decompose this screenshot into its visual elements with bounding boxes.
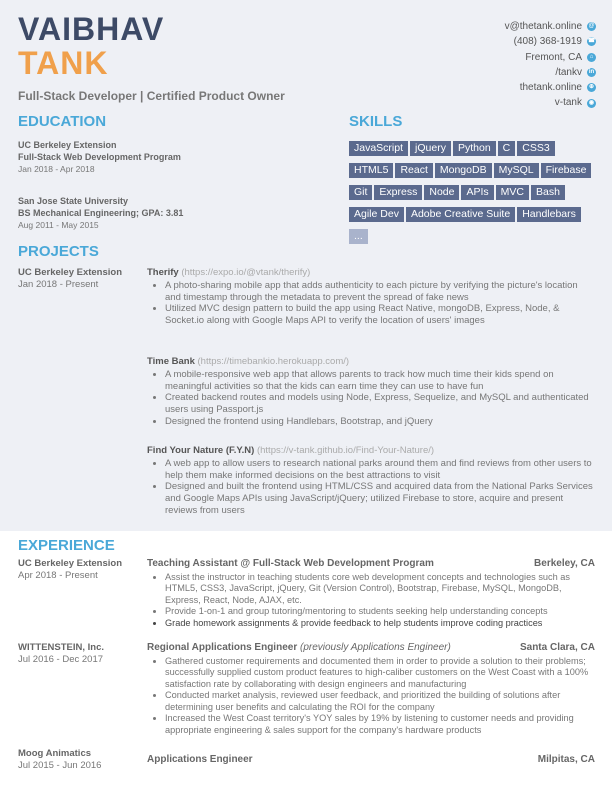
phone-icon: ☎ xyxy=(587,38,596,45)
bullet-item: • Created backend routes and models using Node, Express, Sequelize, and MySQL and authenticated users using Passport.js xyxy=(165,392,593,416)
first-name: VAIBHAV xyxy=(18,11,165,47)
contact-phone-text: (408) 368-1919 xyxy=(513,36,582,48)
job-org: UC Berkeley Extension xyxy=(18,558,123,569)
skill-tag: CSS3 xyxy=(517,141,554,156)
skill-tag: HTML5 xyxy=(349,163,393,178)
job-org: Moog Animatics xyxy=(18,748,92,759)
job-location: Berkeley, CA xyxy=(534,558,595,569)
education-dates: Jan 2018 - Apr 2018 xyxy=(18,164,95,174)
skill-tag: jQuery xyxy=(410,141,451,156)
contact-location-text: Fremont, CA xyxy=(525,51,582,63)
skill-tag: JavaScript xyxy=(349,141,408,156)
skill-tag: C xyxy=(498,141,516,156)
projects-org: UC Berkeley Extension xyxy=(18,267,123,278)
globe-icon: ⊕ xyxy=(588,84,595,91)
bullet-item: • Assist the instructor in teaching students core web development concepts and technologies such as HTML5, CSS3, JavaScript, jQuery, Git (Version Control), Bootstrap, Firebase, MySQL, MongoDB, Express, React, Node, AJAX, etc. xyxy=(165,572,595,607)
education-school: UC Berkeley Extension xyxy=(18,140,117,150)
skill-tag: MVC xyxy=(496,185,529,200)
skill-tag: Git xyxy=(349,185,372,200)
subtitle: Full-Stack Developer | Certified Product Owner xyxy=(18,89,285,103)
skill-tag: Firebase xyxy=(541,163,592,178)
education-entry xyxy=(18,139,181,175)
skill-tag: MySQL xyxy=(494,163,539,178)
education-program: BS Mechanical Engineering; GPA: 3.81 xyxy=(18,208,184,218)
job-dates: Apr 2018 - Present xyxy=(18,570,98,581)
bullet-item: • Designed and built the frontend using HTML/CSS and acquired data from the National Parks Services and Google Maps APIs using JavaScript/jQuery; utilized Firebase to store, acquire and present reviews from users xyxy=(165,481,593,516)
bullet-item: • A web app to allow users to research national parks around them and find reviews from other users to help them make informed decisions on the best attractions to visit xyxy=(165,458,593,482)
projects-heading: PROJECTS xyxy=(18,243,99,260)
bullet-item: • Utilized MVC design pattern to build the app using React Native, mongoDB, Express, Node, & Socket.io along with Google Maps API to verify the location of users' images xyxy=(165,303,593,327)
skill-tag: React xyxy=(395,163,432,178)
skills-list xyxy=(349,138,599,248)
skill-tag: Handlebars xyxy=(517,207,581,222)
project-title: Time Bank (https://timebankio.herokuapp.com/) xyxy=(147,356,350,367)
job-title: Applications Engineer xyxy=(147,754,253,765)
contact-website-text: thetank.online xyxy=(519,82,582,94)
contact-email[interactable] xyxy=(505,19,596,34)
bullet-item: • A photo-sharing mobile app that adds authenticity to each picture by verifying the picture's location and timestamp through the metadata to prevent the spread of fake news xyxy=(165,280,593,304)
job-item xyxy=(147,754,595,768)
contact-github-text: v-tank xyxy=(554,97,582,109)
email-icon: @ xyxy=(588,23,595,30)
project-link[interactable]: (https://v-tank.github.io/Find-Your-Nature/) xyxy=(256,445,435,456)
contact-linkedin-text: /tankv xyxy=(555,66,582,78)
project-link[interactable]: (https://timebankio.herokuapp.com/) xyxy=(197,356,350,367)
job-header xyxy=(147,754,595,766)
job-org-block xyxy=(18,748,101,772)
location-icon: ⌂ xyxy=(587,53,596,62)
skills-heading: SKILLS xyxy=(349,113,403,130)
contact-github[interactable] xyxy=(505,95,596,110)
contact-website[interactable] xyxy=(505,80,596,95)
projects-org-block xyxy=(18,267,122,291)
bullet-item: • Grade homework assignments & provide feedback to help students improve coding practices xyxy=(165,618,595,630)
last-name: TANK xyxy=(18,45,109,81)
contact-location xyxy=(505,50,596,65)
job-title-note: (previously Applications Engineer) xyxy=(299,642,451,653)
job-dates: Jul 2015 - Jun 2016 xyxy=(18,760,102,771)
job-header xyxy=(147,642,595,654)
education-school: San Jose State University xyxy=(18,196,129,206)
contact-linkedin[interactable] xyxy=(505,65,596,80)
bullet-item: • Designed the frontend using Handlebars, Bootstrap, and jQuery xyxy=(165,416,593,428)
skill-tag: Python xyxy=(453,141,496,156)
bullet-item: • A mobile-responsive web app that allows parents to track how much time their kids spend on meaningful activities so that the kids can earn time they can use to have fun xyxy=(165,369,593,393)
job-location: Santa Clara, CA xyxy=(519,642,595,653)
project-bullets xyxy=(147,458,593,517)
job-title: Teaching Assistant @ Full-Stack Web Development Program xyxy=(147,558,434,569)
linkedin-icon: in xyxy=(588,69,595,76)
skill-tag: MongoDB xyxy=(435,163,492,178)
project-item xyxy=(147,267,593,327)
job-bullets xyxy=(147,656,595,737)
project-item xyxy=(147,356,593,428)
project-link[interactable]: (https://expo.io/@vtank/therify) xyxy=(181,267,311,278)
job-org: WITTENSTEIN, Inc. xyxy=(18,642,105,653)
job-title: Regional Applications Engineer (previously Applications Engineer) xyxy=(147,642,451,653)
job-location: Milpitas, CA xyxy=(537,754,595,765)
bullet-item: • Provide 1-on-1 and group tutoring/mentoring to students seeking help understanding concepts xyxy=(165,606,595,618)
contact-list xyxy=(505,19,596,111)
github-icon: ◉ xyxy=(588,99,595,106)
skill-tag: Bash xyxy=(531,185,565,200)
education-program: Full-Stack Web Development Program xyxy=(18,152,181,162)
job-bullets xyxy=(147,572,595,630)
projects-dates: Jan 2018 - Present xyxy=(18,279,99,290)
bullet-item: • Conducted market analysis, reviewed user feedback, and prioritized the building of solutions after determining user benefits and calculating the ROI for the company xyxy=(165,690,595,713)
education-entry xyxy=(18,195,183,231)
contact-email-text: v@thetank.online xyxy=(504,21,582,32)
job-item xyxy=(147,558,595,629)
job-item xyxy=(147,642,595,736)
job-org-block xyxy=(18,642,104,666)
bullet-item: • Increased the West Coast territory's YOY sales by 19% by listening to customer needs and providing appropriate engineering & sales support for the company's hardware products xyxy=(165,713,595,736)
job-org-block xyxy=(18,558,122,582)
project-item xyxy=(147,445,593,517)
skill-tag: Node xyxy=(424,185,459,200)
project-bullets xyxy=(147,280,593,327)
job-header xyxy=(147,558,595,570)
project-bullets xyxy=(147,369,593,428)
project-title: Therify (https://expo.io/@vtank/therify) xyxy=(147,267,311,278)
contact-phone[interactable] xyxy=(505,34,596,49)
experience-heading: EXPERIENCE xyxy=(18,537,115,554)
skill-tag: Adobe Creative Suite xyxy=(406,207,515,222)
skill-tag: APIs xyxy=(461,185,493,200)
skill-tag: Agile Dev xyxy=(349,207,404,222)
education-dates: Aug 2011 - May 2015 xyxy=(18,220,99,230)
bullet-item: • Gathered customer requirements and documented them in order to provide a solution to their problems; successfully supplied custom product features to high-caliber customers on the West Coast with a 100% satisfaction rate by collaborating with design engineers and manufacturing xyxy=(165,656,595,691)
job-dates: Jul 2016 - Dec 2017 xyxy=(18,654,104,665)
skill-tag: Express xyxy=(374,185,422,200)
education-heading: EDUCATION xyxy=(18,113,107,130)
more-skills-button[interactable]: ... xyxy=(349,229,368,244)
project-title: Find Your Nature (F.Y.N) (https://v-tank.github.io/Find-Your-Nature/) xyxy=(147,445,435,456)
